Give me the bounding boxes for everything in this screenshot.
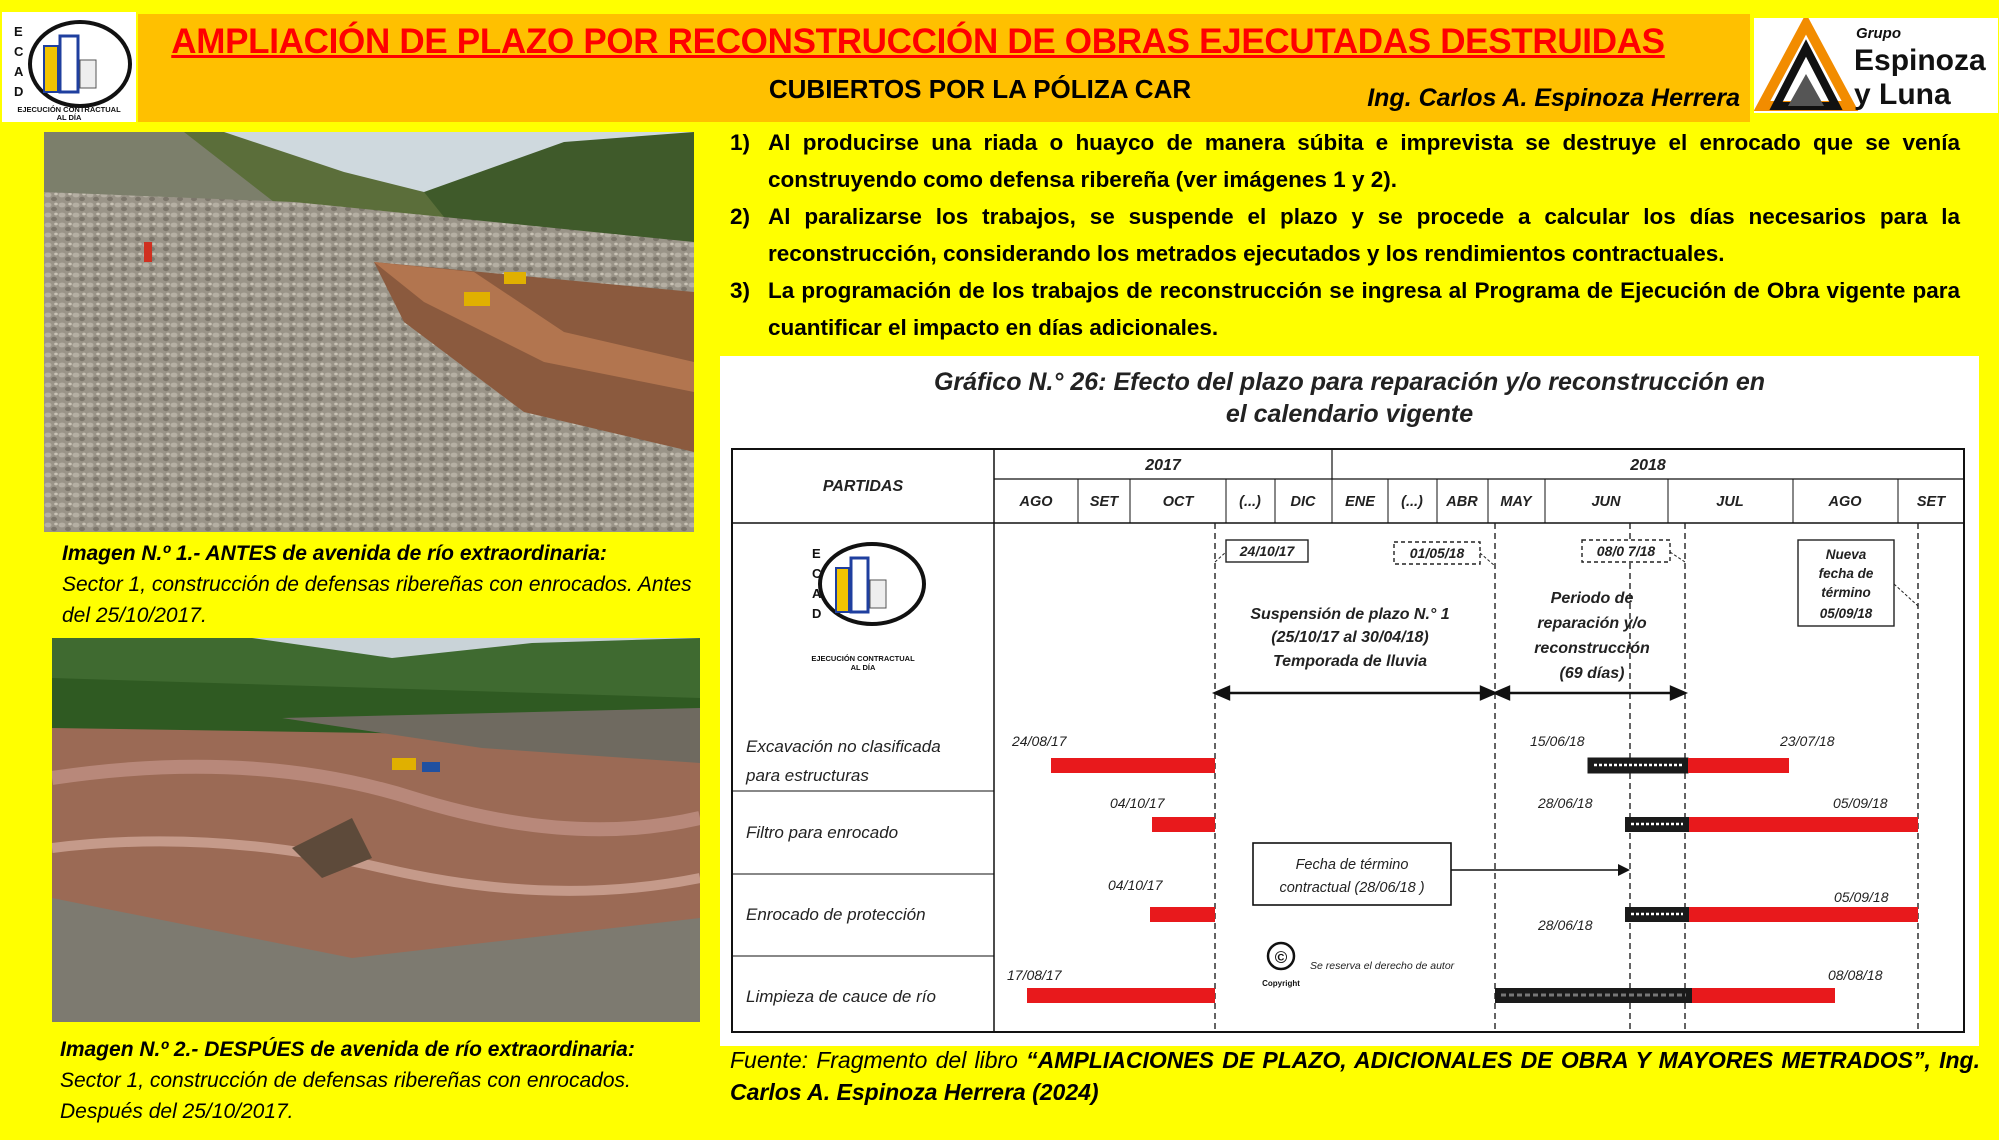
bar-excavacion-repair: [1588, 758, 1688, 773]
month-label: DIC: [1290, 494, 1316, 510]
copyright-note: [1262, 943, 1455, 988]
contract-end-label: contractual (28/06/18 ): [1279, 880, 1425, 896]
suspension-label: Suspensión de plazo N.° 1: [1250, 606, 1450, 623]
ecad-letter: A: [812, 586, 822, 601]
chart-title-line-1: Gráfico N.° 26: Efecto del plazo para reparación y/o reconstrucción en: [933, 368, 1766, 396]
month-label: AGO: [1828, 494, 1862, 510]
new-end-label: fecha de: [1818, 566, 1874, 581]
bar-enrocado-before: [1150, 907, 1215, 922]
chart-ecad-logo: [811, 544, 924, 672]
copyright-word: Copyright: [1262, 979, 1300, 988]
month-label: (...): [1401, 494, 1423, 510]
arrow-head: [1618, 864, 1630, 876]
caption-image-1: [62, 538, 702, 631]
point-1: [730, 124, 1960, 198]
bar-excavacion-before: [1051, 758, 1215, 773]
ecad-letter: D: [14, 84, 24, 99]
marker-box-24-10-17: [1215, 540, 1308, 562]
month-label: ENE: [1345, 494, 1375, 510]
caption-image-2-label: Imagen N.º 2.- DESPÚES de avenida de río extraordinaria:: [60, 1038, 635, 1061]
bar-date-label: 05/09/18: [1834, 889, 1889, 905]
new-end-label: 05/09/18: [1819, 606, 1873, 621]
copyright-text: Se reserva el derecho de autor: [1310, 960, 1455, 972]
marker-label: 01/05/18: [1409, 545, 1465, 561]
month-label: JUL: [1716, 494, 1744, 510]
contract-end-label: Fecha de término: [1295, 857, 1409, 873]
bar-date-label: 28/06/18: [1538, 795, 1593, 811]
copyright-symbol: ©: [1274, 948, 1288, 967]
marker-label: 24/10/17: [1239, 543, 1295, 559]
ecad-letter: A: [14, 64, 24, 79]
month-label: OCT: [1162, 494, 1194, 510]
author-name: Ing. Carlos A. Espinoza Herrera: [1367, 84, 1740, 112]
source-citation: [730, 1044, 1980, 1108]
ecad-letter: C: [14, 44, 24, 59]
bar-date-label: 15/06/18: [1530, 733, 1585, 749]
bar-date-label: 28/06/18: [1538, 917, 1593, 933]
bar-date-label: 04/10/17: [1110, 795, 1165, 811]
month-label: (...): [1239, 494, 1261, 510]
point-2: [730, 198, 1960, 272]
marker-label: 08/0 7/18: [1596, 543, 1656, 559]
marker-box-01-05-18: [1394, 542, 1495, 566]
source-suffix: Ing. Carlos A. Espinoza Herrera (2024): [730, 1047, 1980, 1105]
ecad-letter: D: [812, 606, 822, 621]
point-number: 3): [730, 278, 751, 303]
repair-label: (69 días): [1559, 665, 1625, 682]
ecad-letter: C: [812, 566, 822, 581]
caption-image-1-label: Imagen N.º 1.- ANTES de avenida de río extraordinaria:: [62, 542, 607, 565]
contract-end-box: [1253, 843, 1630, 905]
bar-date-label: 05/09/18: [1833, 795, 1888, 811]
arrow-head: [1671, 687, 1685, 699]
bar-date-label: 24/08/17: [1012, 733, 1067, 749]
bar-filtro-after: [1689, 817, 1918, 832]
ecad-tagline: AL DÍA: [850, 663, 876, 672]
group-word: Grupo: [1856, 25, 1901, 42]
month-label: ABR: [1446, 494, 1478, 510]
point-text: Al paralizarse los trabajos, se suspende el plazo y se procede a calcular los días necesarios para la reconstrucción, considerando los metrados ejecutados y los rendimientos contractuales.: [768, 204, 1960, 266]
source-book: “AMPLIACIONES DE PLAZO, ADICIONALES DE OBRA Y MAYORES METRADOS”,: [1026, 1047, 1931, 1073]
partidas-header: PARTIDAS: [822, 478, 904, 495]
row-label: Enrocado de protección: [746, 905, 926, 924]
bar-limpieza-before: [1027, 988, 1215, 1003]
row-label: Excavación no clasificada: [746, 737, 941, 756]
ecad-tagline: EJECUCIÓN CONTRACTUAL: [811, 654, 915, 663]
photo-before-flood: [44, 132, 694, 532]
grupo-espinoza-luna-logo: [1754, 18, 1998, 113]
bar-limpieza-after: [1692, 988, 1835, 1003]
caption-image-1-text: Sector 1, construcción de defensas ribereñas con enrocados. Antes del 25/10/2017.: [62, 573, 692, 627]
arrow-head: [1215, 687, 1229, 699]
year-label-2018: 2018: [1630, 457, 1666, 474]
chart-title-line-2: el calendario vigente: [1225, 400, 1474, 428]
month-label: SET: [1089, 494, 1119, 510]
new-end-label: Nueva: [1825, 547, 1867, 562]
caption-image-2: [60, 1034, 700, 1127]
ecad-letter: E: [14, 24, 23, 39]
point-number: 2): [730, 204, 751, 229]
suspension-label: (25/10/17 al 30/04/18): [1271, 629, 1429, 646]
page-title: AMPLIACIÓN DE PLAZO POR RECONSTRUCCIÓN DE OBRAS EJECUTADAS DESTRUIDAS: [171, 22, 1665, 61]
ecad-tagline: EJECUCIÓN CONTRACTUAL: [17, 105, 121, 114]
ecad-letter: E: [812, 546, 821, 561]
suspension-label: Temporada de lluvia: [1272, 653, 1428, 670]
ecad-logo: [2, 12, 136, 122]
bar-date-label: 08/08/18: [1828, 967, 1883, 983]
month-label: AGO: [1019, 494, 1053, 510]
bar-enrocado-after: [1689, 907, 1918, 922]
point-text: La programación de los trabajos de reconstrucción se ingresa al Programa de Ejecución de Obra vigente para cuantificar el impacto en días adicionales.: [768, 278, 1960, 340]
year-label-2017: 2017: [1145, 457, 1181, 474]
month-label: JUN: [1591, 494, 1621, 510]
gantt-chart: [720, 356, 1979, 1046]
marker-box-08-07-18: [1582, 540, 1685, 562]
bar-filtro-before: [1152, 817, 1215, 832]
month-label: MAY: [1500, 494, 1532, 510]
point-3: [730, 272, 1960, 346]
month-label: SET: [1916, 494, 1946, 510]
photo-after-flood: [52, 638, 700, 1022]
caption-image-2-text: Sector 1, construcción de defensas ribereñas con enrocados. Después del 25/10/2017.: [60, 1069, 631, 1123]
row-label: Filtro para enrocado: [746, 823, 899, 842]
point-text: Al producirse una riada o huayco de manera súbita e imprevista se destruye el enrocado que se venía construyendo como defensa ribereña (ver imágenes 1 y 2).: [768, 130, 1960, 192]
new-end-label: término: [1821, 585, 1871, 600]
point-number: 1): [730, 130, 751, 155]
row-label: Limpieza de cauce de río: [746, 987, 936, 1006]
new-end-date-box: [1798, 540, 1918, 626]
bar-date-label: 17/08/17: [1007, 967, 1062, 983]
repair-label: reparación y/o: [1537, 615, 1647, 632]
repair-label: reconstrucción: [1534, 640, 1650, 657]
group-name-1: Espinoza: [1854, 44, 1986, 77]
bar-excavacion-after: [1688, 758, 1789, 773]
bar-date-label: 23/07/18: [1780, 733, 1835, 749]
group-name-2: y Luna: [1854, 78, 1951, 111]
row-label: para estructuras: [746, 766, 869, 785]
arrow-head: [1495, 687, 1509, 699]
page-subtitle: CUBIERTOS POR LA PÓLIZA CAR: [768, 74, 1192, 104]
source-prefix: Fuente: Fragmento del libro: [730, 1047, 1018, 1073]
numbered-points: [730, 124, 1960, 346]
ecad-tagline: AL DÍA: [56, 113, 82, 122]
bar-date-label: 04/10/17: [1108, 877, 1163, 893]
repair-label: Periodo de: [1550, 590, 1634, 607]
